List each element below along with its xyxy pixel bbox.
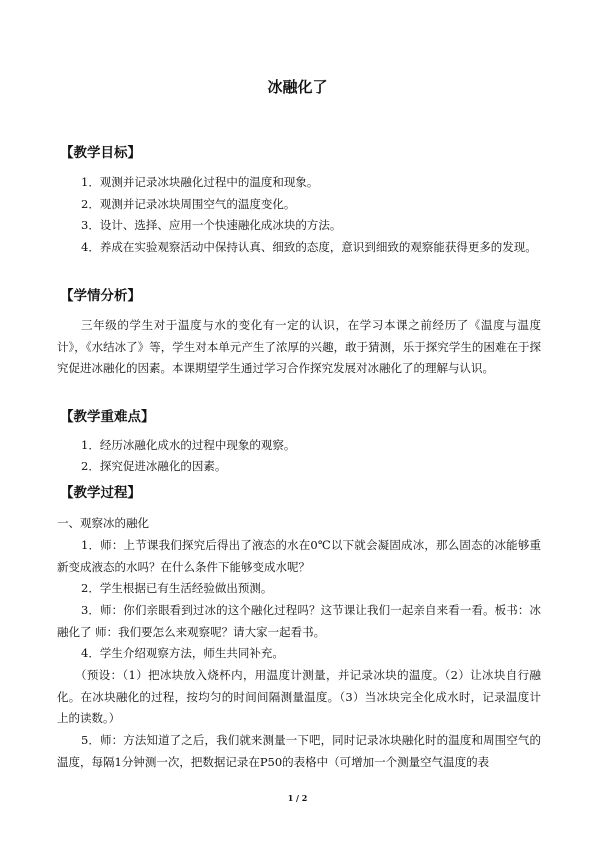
goals-item-1: 1．观测并记录冰块融化过程中的温度和现象。 — [81, 175, 319, 189]
key-point-item-1: 1．经历冰融化成水的过程中现象的观察。 — [81, 438, 296, 452]
goals-item-3: 3．设计、选择、应用一个快速融化成冰块的方法。 — [81, 218, 342, 232]
key-points-heading: 【教学重难点】 — [60, 409, 155, 425]
process-item-1: 1．师：上节课我们探究后得出了液态的水在0℃以下就会凝固成冰，那么固态的冰能够重新变成液态的水吗？在什么条件下能够变成水呢？ — [57, 538, 541, 574]
goals-item-2: 2．观测并记录冰块周围空气的温度变化。 — [81, 197, 296, 211]
document-title: 冰融化了 — [267, 78, 328, 96]
analysis-text: 三年级的学生对于温度与水的变化有一定的认识，在学习本课之前经历了《温度与温度计》，《水结冰了》等，学生对本单元产生了浓厚的兴趣，敢于猜测，乐于探究学生的困难在于探究促进冰融化的因素。本课期望学生通过学习合作探究发展对冰融化了的理解与认识。 — [57, 318, 541, 375]
process-subheading: 一、观察冰的融化 — [57, 516, 149, 530]
process-item-3: 3．师：你们亲眼看到过冰的这个融化过程吗？这节课让我们一起亲自来看一看。板书：冰融化了 师：我们要怎么来观察呢？请大家一起看书。 — [57, 603, 541, 639]
goals-heading: 【教学目标】 — [60, 145, 141, 161]
key-point-item-2: 2．探究促进冰融化的因素。 — [81, 459, 227, 473]
process-item-6: 5．师：方法知道了之后，我们就来测量一下吧，同时记录冰块融化时的温度和周围空气的温度，每隔1分钟测一次，把数据记录在P50的表格中（可增加一个测量空气温度的表 — [57, 733, 541, 769]
analysis-heading: 【学情分析】 — [60, 288, 141, 304]
goals-item-4: 4．养成在实验观察活动中保持认真、细致的态度，意识到细致的观察能获得更多的发现。 — [81, 240, 537, 254]
process-item-2: 2．学生根据已有生活经验做出预测。 — [81, 581, 273, 595]
process-item-5: （预设：（1）把冰块放入烧杯内，用温度计测量，并记录冰块的温度。（2）让冰块自行融化。在冰块融化的过程，按均匀的时间间隔测量温度。（3）当冰块完全化成水时，记录温度计上的读数。） — [57, 668, 541, 725]
process-heading: 【教学过程】 — [60, 485, 141, 501]
process-item-4: 4．学生介绍观察方法，师生共同补充。 — [81, 646, 284, 660]
page-number: 1 / 2 — [287, 793, 308, 803]
